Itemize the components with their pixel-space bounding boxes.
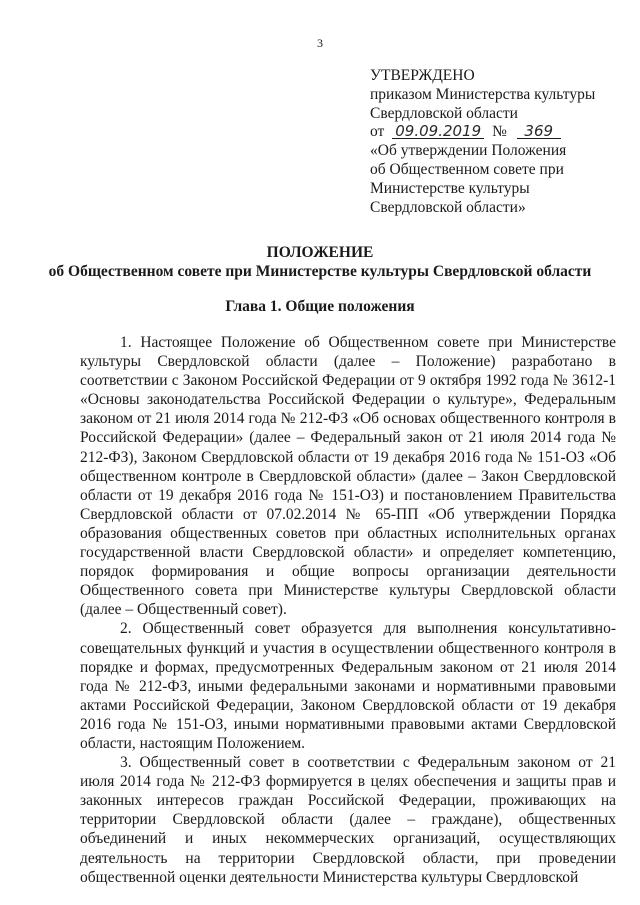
title-sub: об Общественном совете при Министерстве культуры Свердловской области xyxy=(48,263,592,280)
approval-date-number-line xyxy=(370,123,620,142)
handwritten-number: 369 xyxy=(517,124,561,139)
approval-subject-line3: Министерстве культуры xyxy=(370,179,530,197)
approval-subject-line4: Свердловской области» xyxy=(370,198,526,216)
approval-block xyxy=(370,67,620,217)
document-body xyxy=(80,333,616,887)
handwritten-date: 09.09.2019 xyxy=(392,124,484,139)
from-label: от xyxy=(370,123,385,141)
chapter-heading: Глава 1. Общие положения xyxy=(225,298,415,315)
approval-order-line1: приказом Министерства культуры xyxy=(370,85,596,103)
page-number: 3 xyxy=(317,36,323,50)
approval-subject-line1: «Об утверждении Положения xyxy=(370,142,567,160)
paragraph-1: 1. Настоящее Положение об Общественном совете при Министерстве культуры Свердловской области (далее – Положение) разработано в соответствии с Законом Российской Федерации от 9 октября 1992 года № 3612-1 «Основы законодательства Российской Федерации о культуре», Федеральным законом от 21 июля 2014 года № 212-ФЗ «Об основах общественного контроля в Российской Федерации» (далее – Федеральный закон от 21 июля 2014 года № 212-ФЗ), Законом Свердловской области от 19 декабря 2016 года № 151-ОЗ «Об общественном контроле в Свердловской области» (далее – Закон Свердловской области от 19 декабря 2016 года № 151-ОЗ) и постановлением Правительства Свердловской области от 07.02.2014 № 65-ПП «Об утверждении Порядка образования общественных советов при областных исполнительных органах государственной власти Свердловской области» и определяет компетенцию, порядок формирования и общие вопросы организации деятельности Общественного совета при Министерстве культуры Свердловской области (далее – Общественный совет). xyxy=(80,334,616,619)
approval-subject-line2: об Общественном совете при xyxy=(370,160,564,178)
approval-order-line2: Свердловской области xyxy=(370,104,518,122)
document-title xyxy=(0,243,640,281)
paragraph-3: 3. Общественный совет в соответствии с Федеральным законом от 21 июля 2014 года № 212-ФЗ формируется в целях обеспечения и защиты прав и законных интересов граждан Российской Федерации, проживающих на территории Свердловской области (далее – граждане), общественных объединений и иных некоммерческих организаций, осуществляющих деятельность на территории Свердловской области, при проведении общественной оценки деятельности Министерства культуры Свердловской xyxy=(80,754,616,886)
paragraph-2: 2. Общественный совет образуется для выполнения консультативно-совещательных функций и участия в осуществлении общественного контроля в порядке и формах, предусмотренных Федеральным законом от 21 июля 2014 года № 212-ФЗ, иными федеральными законами и нормативными правовыми актами Российской Федерации, Законом Свердловской области от 19 декабря 2016 года № 151-ОЗ, иными нормативными правовыми актами Свердловской области, настоящим Положением. xyxy=(80,620,616,752)
title-main: ПОЛОЖЕНИЕ xyxy=(266,244,374,261)
approval-heading: УТВЕРЖДЕНО xyxy=(370,67,475,84)
number-label: № xyxy=(492,123,507,141)
